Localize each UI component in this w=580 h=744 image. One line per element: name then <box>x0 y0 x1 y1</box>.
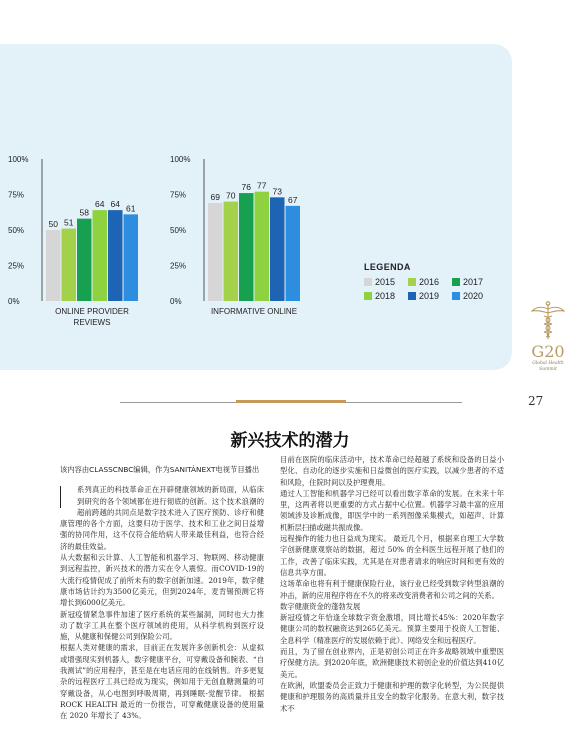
paragraph: 通过人工智能和机器学习已经可以看出数字革命的发展。在未来十年里，这两者将以更重要的方式占据中心位置。机器学习最丰富的应用领域涉及诊断成像，即医学中的一系列图像采集模式，如超声、计算机断层扫描或磁共振成像。 <box>280 488 504 532</box>
emblem-subtitle: Global Health <box>532 361 564 366</box>
bar <box>239 193 254 301</box>
divider-left <box>120 402 236 403</box>
x-axis-label: ONLINE PROVIDER <box>55 307 129 316</box>
x-axis-label: INFORMATIVE ONLINE <box>210 307 298 316</box>
legend-swatch <box>408 278 416 286</box>
bar <box>124 214 139 301</box>
legend-item <box>364 291 404 301</box>
chart-informative-online <box>170 150 330 340</box>
bar <box>108 210 123 301</box>
paragraph: 这场革命也将有利于健康保险行业，该行业已经受到数字转型浪潮的冲击，新的应用程序将在不久的将来改变消费者和公司之间的关系。 <box>280 579 504 600</box>
article-column-right <box>280 454 504 714</box>
paragraph: 系列真正的科技革命正在开辟健康领域的新局面，从临床到研究的各个领域都在进行彻底的创新。这个技术浪潮的超前跨越的共同点是数字技术进入了医疗预防、诊疗和健康管理的各个方面，这要归功于医学、技术和工业之间日益增强的协同作用，这不仅符合能给病人带来最佳利益，也符合经济的最佳效益。 <box>60 485 264 551</box>
y-tick-label: 75% <box>170 190 187 200</box>
bar <box>270 197 285 301</box>
article-title: 新兴技术的潜力 <box>230 431 350 451</box>
legend-item <box>408 277 448 287</box>
bar-value-label: 64 <box>110 199 120 210</box>
bar-value-label: 67 <box>288 194 298 205</box>
y-tick-label: 100% <box>170 155 191 164</box>
legend-item-label: 2016 <box>419 277 440 287</box>
legend-item-label: 2018 <box>375 291 396 301</box>
article-byline: 该内容由CLASSCNBC编辑，作为SANITÀNEXT电视节目播出 <box>60 465 260 474</box>
paragraph: 在欧洲，欧盟委员会正致力于健康和护理的数字化转型，为公民提供健康和护理服务的高质量并且安全的数字化服务。在意大利，数字技术不 <box>280 680 504 713</box>
legend-title: LEGENDA <box>364 262 411 272</box>
bar <box>77 219 92 301</box>
bar <box>286 206 301 301</box>
bar <box>224 202 239 301</box>
y-tick-label: 25% <box>8 261 25 271</box>
divider-right <box>346 402 462 403</box>
y-tick-label: 100% <box>8 155 29 164</box>
bar-value-label: 64 <box>95 199 105 210</box>
paragraph: 远程操作的能力也日益成为现实。 最近几个月，根据来自理工大学数字创新健康观察站的数据，超过 50% 的全科医生远程开展了他们的工作，改善了临床实践，尤其是在对患者请求的响应时间和更有效的信息共享方面。 <box>280 534 504 577</box>
bar <box>208 203 223 301</box>
paragraph: 目前在医院的临床活动中，技术革命已经超越了系统和设备的日益小型化、自动化的逐步实施和日益微创的医疗实践，以减少患者的不适和风险，住院时间以及护理费用。 <box>280 455 504 487</box>
legend-item <box>364 277 404 287</box>
chart-svg-1 <box>8 150 168 340</box>
paragraph: 而且，为了留在创业界内，正是初创公司正在许多战略领域中重塑医疗保健方法。到2020年底，欧洲健康技术初创企业的价值达到410亿美元。 <box>280 647 504 679</box>
legend-swatch <box>364 292 372 300</box>
bar-value-label: 73 <box>272 186 282 197</box>
legend-item-label: 2020 <box>463 291 484 301</box>
paragraph: 新冠疫情紧急事件加速了医疗系统的某些漏洞，同时也大力推动了数字工具在整个医疗领域的使用，从科学机构到医疗设施，从健康和保健公司到保险公司。 <box>60 609 264 642</box>
legend-item-label: 2015 <box>375 277 396 287</box>
paragraph: 根据人类对健康的需求，目前正在发展许多创新机会：从虚拟或增强现实到机器人，数字健康平台，可穿戴设备和腕表、“自我测试”的应用程序，甚至是在电话应用的在线销售。许多更复杂的远程医疗工具已经成为现实，例如用于无创血糖测量的可穿戴设备，从心电图到呼吸周期，再到睡眠-觉醒节律。 根据 ROCK HEALTH 最近的一份报告，可穿戴健康设备的使用量在 2020 年增长了 43%。 <box>60 643 264 721</box>
legend-swatch <box>452 278 460 286</box>
bar-value-label: 69 <box>210 192 220 203</box>
legend-grid <box>364 277 504 301</box>
divider-accent <box>236 400 346 403</box>
article-lead <box>60 484 264 552</box>
bar-value-label: 70 <box>226 190 236 201</box>
legend-item <box>408 291 448 301</box>
y-tick-label: 0% <box>8 297 20 306</box>
bar-value-label: 58 <box>79 207 89 218</box>
chart-legend <box>364 262 504 301</box>
bar-value-label: 76 <box>241 182 251 193</box>
bar <box>255 192 270 301</box>
bar-value-label: 77 <box>257 180 267 191</box>
legend-item <box>452 291 492 301</box>
y-tick-label: 50% <box>170 226 187 235</box>
bar-value-label: 61 <box>126 203 136 214</box>
y-tick-label: 50% <box>8 226 25 235</box>
y-tick-label: 25% <box>170 261 187 271</box>
legend-swatch <box>408 292 416 300</box>
legend-item <box>452 277 492 287</box>
chart-online-provider-reviews <box>8 150 168 340</box>
paragraph: 新冠疫情之年恰逢全球数字资金激增，同比增长45%：2020年数字健康公司的数权融资达到265亿美元。预算主要用于投资人工智能、全息科学（精准医疗的发展依赖于此）、网络安全和远程医疗。 <box>280 613 504 645</box>
bar-value-label: 50 <box>48 219 58 229</box>
caduceus-icon <box>531 300 565 340</box>
page-number: 27 <box>528 394 544 408</box>
emblem-subtitle: Summit <box>539 366 557 372</box>
x-axis-label: REVIEWS <box>73 318 111 327</box>
bar-value-label: 51 <box>64 217 74 228</box>
y-tick-label: 0% <box>170 297 182 306</box>
legend-swatch <box>364 278 372 286</box>
dropcap-mark <box>60 486 73 508</box>
g20-emblem <box>520 300 576 372</box>
bar <box>93 210 108 301</box>
paragraph: 从大数据和云计算、人工智能和机器学习、物联网、移动健康到远程监控，新兴技术的潜力实在令人震惊。而COVID-19的大流行疫情促成了前所未有的数字创新加速。2019年，数字健康市场估计约为3500亿美元，但到2024年，麦肯锡预测它将增长到6000亿美元。 <box>60 553 264 608</box>
chart-svg-2 <box>170 150 330 340</box>
section-heading: 数字健康资金的蓬勃发展 <box>280 601 361 611</box>
bar <box>46 230 61 301</box>
legend-item-label: 2017 <box>463 277 484 287</box>
legend-item-label: 2019 <box>419 291 440 301</box>
article-column-left <box>60 464 264 722</box>
emblem-mark: G20 <box>531 342 565 361</box>
y-tick-label: 75% <box>8 190 25 200</box>
legend-swatch <box>452 292 460 300</box>
bar <box>62 229 77 301</box>
